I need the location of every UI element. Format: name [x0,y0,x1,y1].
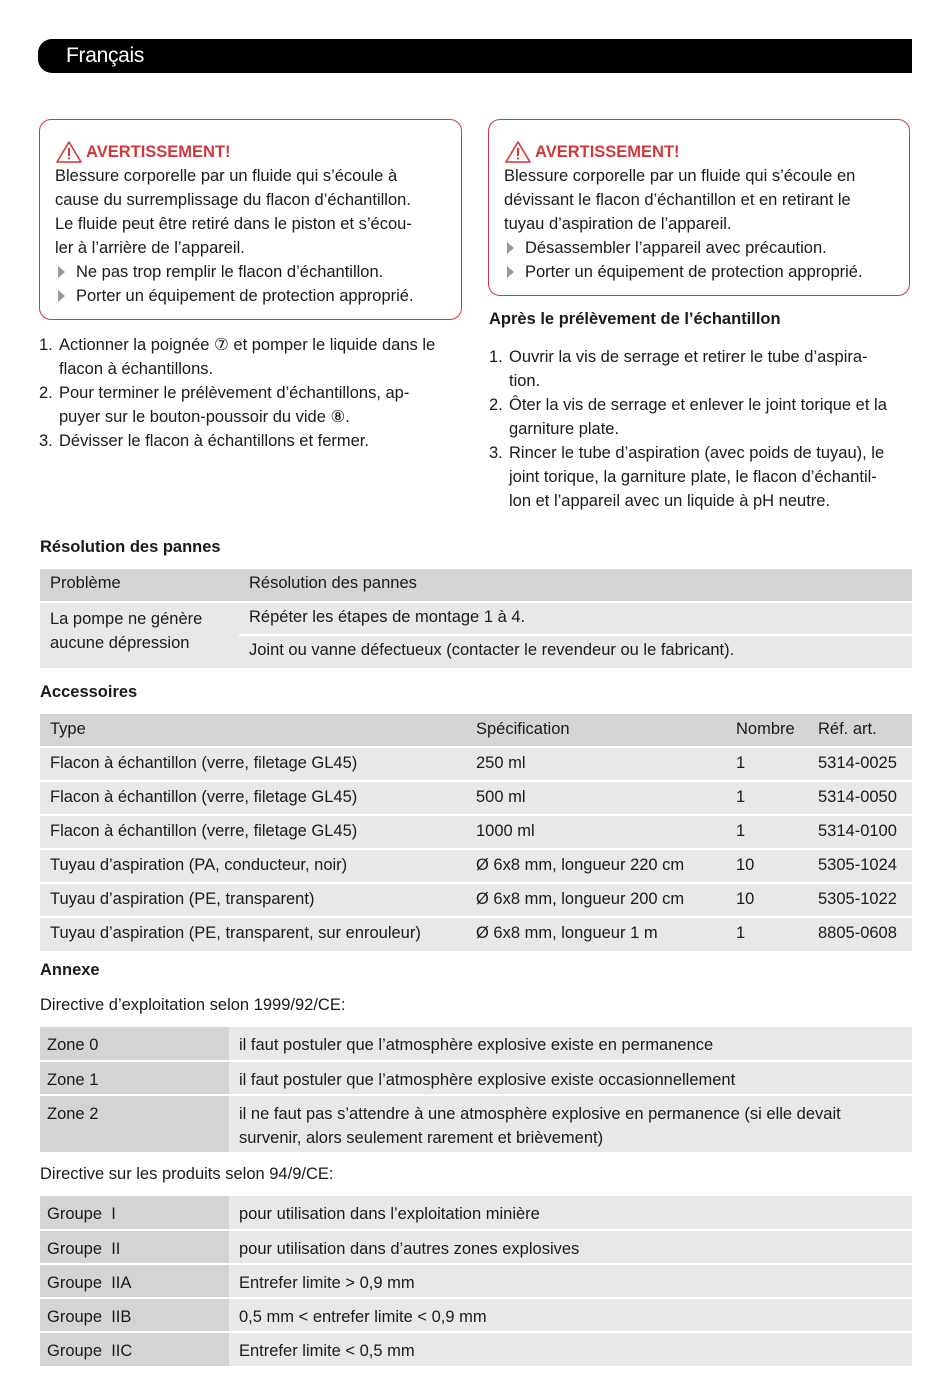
table-row [40,602,912,635]
zones-table [40,1027,912,1152]
warning-box-disassembly [488,119,910,296]
table-row: Tuyau d’aspiration (PA, conducteur, noir) Ø 6x8 mm, longueur 220 cm 10 5305-1024 [40,849,912,883]
warning-bullet: Porter un équipement de protection approprié. [504,260,895,284]
warning-text: Blessure corporelle par un fluide qui s’écoule en dévissant le flacon d’échantillon et en retirant le tuyau d’aspiration de l’appareil. [504,167,856,233]
sampling-steps-list [39,333,469,453]
warning-triangle-icon [55,140,83,164]
warning-title: AVERTISSEMENT! [504,140,895,164]
table-row: Zone 2 il ne faut pas s’attendre à une atmosphère explosive en permanence (si elle devait survenir, alors seulement rarement et brièvement) [40,1095,912,1152]
warning-box-overfill [39,119,462,320]
annex-heading: Annexe [40,961,100,979]
warning-bullet: Ne pas trop remplir le flacon d’échantillon. [55,260,447,284]
table-row: Groupe I pour utilisation dans l’exploitation minière [40,1196,912,1230]
table-row: Groupe IIA Entrefer limite > 0,9 mm [40,1264,912,1298]
accessories-table [40,714,912,951]
table-row: Flacon à échantillon (verre, filetage GL45) 250 ml 1 5314-0025 [40,747,912,781]
troubleshooting-table [40,569,912,668]
solution-cell: Répéter les étapes de montage 1 à 4. [239,602,912,635]
column-header: Nombre [726,714,808,747]
table-row: Zone 1 il faut postuler que l’atmosphère explosive existe occasionnellement [40,1061,912,1095]
warning-triangle-icon [504,140,532,164]
after-sampling-steps-list [489,345,919,513]
table-row: Groupe II pour utilisation dans d’autres zones explosives [40,1230,912,1264]
list-item: 2. Ôter la vis de serrage et enlever le joint torique et la garniture plate. [489,396,887,438]
table-row: Tuyau d’aspiration (PE, transparent, sur enrouleur) Ø 6x8 mm, longueur 1 m 1 8805-0608 [40,917,912,951]
table-header-row [40,569,912,602]
bullet-arrow-icon [58,266,65,278]
warning-text: Blessure corporelle par un fluide qui s’écoule à cause du surremplissage du flacon d’échantillon. Le fluide peut être retiré dans le piston et s’écou- ler à l’arrière de l’appareil. [55,167,412,257]
troubleshooting-heading: Résolution des pannes [40,538,221,556]
table-row: Zone 0 il faut postuler que l’atmosphère explosive existe en permanence [40,1027,912,1061]
directive-94-label: Directive sur les produits selon 94/9/CE: [40,1165,334,1183]
table-row: Tuyau d’aspiration (PE, transparent) Ø 6x8 mm, longueur 200 cm 10 5305-1022 [40,883,912,917]
table-row: Groupe IIB 0,5 mm < entrefer limite < 0,9 mm [40,1298,912,1332]
column-header: Problème [40,569,239,602]
table-row: Flacon à échantillon (verre, filetage GL45) 500 ml 1 5314-0050 [40,781,912,815]
language-header-bar [38,39,912,73]
list-item: 1. Ouvrir la vis de serrage et retirer le tube d’aspira- tion. [489,348,868,390]
column-header: Spécification [466,714,726,747]
list-item: 1. Actionner la poignée ⑦ et pomper le liquide dans le flacon à échantillons. [39,336,436,378]
accessories-heading: Accessoires [40,683,138,701]
warning-bullet: Porter un équipement de protection approprié. [55,284,447,308]
problem-cell: La pompe ne génère aucune dépression [40,602,239,668]
after-sampling-heading: Après le prélèvement de l’échantillon [489,310,781,328]
column-header: Résolution des pannes [239,569,912,602]
table-row: Groupe IIC Entrefer limite < 0,5 mm [40,1332,912,1366]
list-item: 2. Pour terminer le prélèvement d’échantillons, ap- puyer sur le bouton-poussoir du vide ⑧. [39,384,410,426]
solution-cell: Joint ou vanne défectueux (contacter le revendeur ou le fabricant). [239,635,912,668]
warning-title: AVERTISSEMENT! [55,140,447,164]
warning-bullet: Désassembler l’appareil avec précaution. [504,236,895,260]
column-header: Réf. art. [808,714,912,747]
groups-table [40,1196,912,1366]
directive-1999-label: Directive d’exploitation selon 1999/92/CE: [40,996,346,1014]
bullet-arrow-icon [58,290,65,302]
table-row: Flacon à échantillon (verre, filetage GL45) 1000 ml 1 5314-0100 [40,815,912,849]
list-item: 3. Rincer le tube d’aspiration (avec poids de tuyau), le joint torique, la garniture plate, le flacon d’échantil- lon et l’appareil avec un liquide à pH neutre. [489,444,885,510]
bullet-arrow-icon [507,266,514,278]
column-header: Type [40,714,466,747]
list-item: 3. Dévisser le flacon à échantillons et fermer. [39,432,369,450]
language-label: Français [66,44,145,67]
bullet-arrow-icon [507,242,514,254]
table-header-row [40,714,912,747]
